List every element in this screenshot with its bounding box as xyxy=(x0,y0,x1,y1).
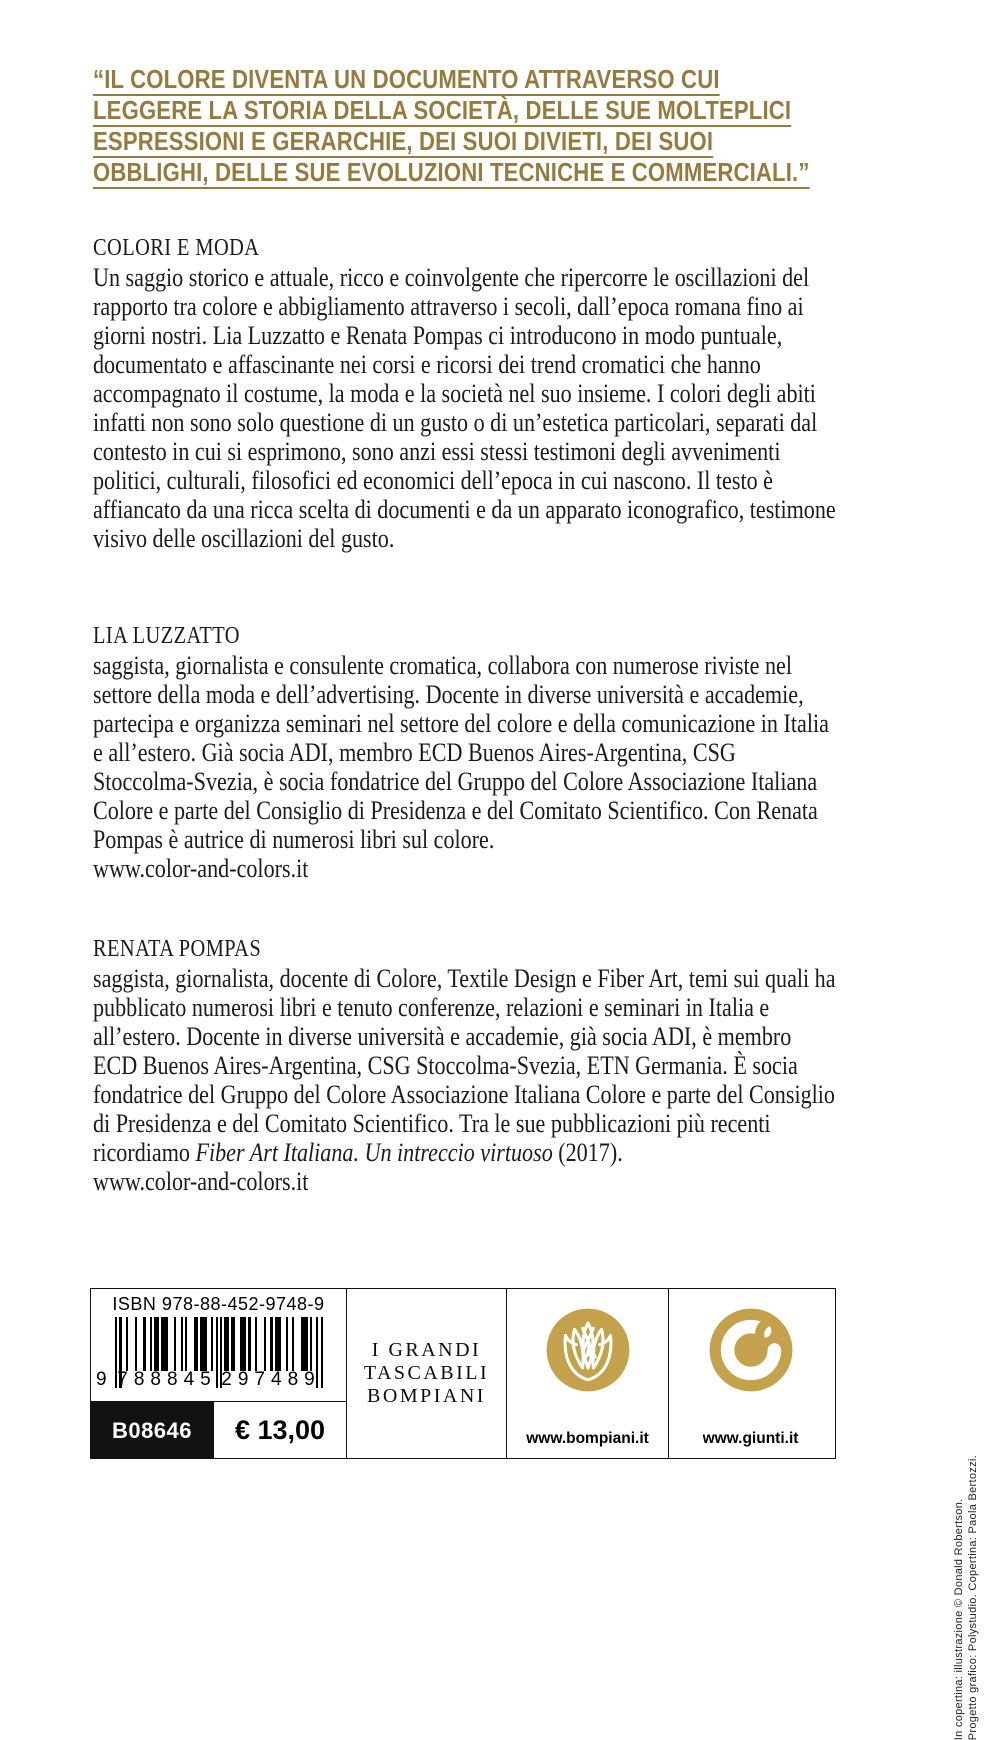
book-title: COLORI E MODA xyxy=(93,235,260,261)
quote-line: ESPRESSIONI E GERARCHIE, DEI SUOI DIVIETI, DEI SUOI xyxy=(93,126,714,156)
barcode-digits-group1: 788845 xyxy=(117,1369,217,1390)
book-reference-italic: Fiber Art Italiana. Un intreccio virtuoso xyxy=(195,1138,553,1167)
credits-line: In copertina: illustrazione © Donald Robertson. xyxy=(953,1498,965,1740)
imprint-name xyxy=(364,1339,489,1408)
author-name-heading: RENATA POMPAS xyxy=(93,936,262,962)
barcode-digit-left: 9 xyxy=(96,1369,107,1390)
section-author-lia-luzzatto xyxy=(93,622,841,883)
back-cover-text-column xyxy=(93,0,841,1300)
section-author-renata-pompas xyxy=(93,935,841,1196)
barcode-panel xyxy=(91,1289,346,1458)
imprint-panel xyxy=(346,1289,506,1458)
edition-code: B08646 xyxy=(91,1402,213,1459)
isbn-label: ISBN 978-88-452-9748-9 xyxy=(112,1294,325,1314)
quote-line: OBBLIGHI, DELLE SUE EVOLUZIONI TECNICHE E COMMERCIALI.” xyxy=(93,157,810,187)
book-description-text: Un saggio storico e attuale, ricco e coinvolgente che ripercorre le oscillazioni del rapporto tra colore e abbigliamento attraverso i secoli, dall’epoca romana fino ai giorni nostri. Lia Luzzatto e Renata Pompas ci introducono in modo puntuale, documentato e affascinante nei corsi e ricorsi dei trend cromatici che hanno accompagnato il costume, la moda e la società nel suo insieme. I colori degli abiti infatti non sono solo questione di un gusto o di un’estetica particolari, separati dal contesto in cui si esprimono, sono anzi essi stessi testimoni degli avvenimenti politici, culturali, filosofici ed economici dell’epoca in cui nascono. Il testo è affiancato da una ricca scelta di documenti e da un apparato iconografico, testimone visivo delle oscillazioni del gusto. xyxy=(93,263,836,553)
bompiani-flower-logo-icon xyxy=(543,1305,633,1395)
credits-line: Progetto grafico: Polystudio. Copertina: Paola Bertozzi. xyxy=(967,1455,979,1740)
imprint-line: BOMPIANI xyxy=(367,1385,486,1407)
cover-quote xyxy=(93,64,810,188)
barcode-digits-group2: 297489 xyxy=(221,1369,321,1390)
bompiani-panel xyxy=(506,1289,668,1458)
imprint-line: TASCABILI xyxy=(363,1362,490,1384)
giunti-url: www.giunti.it xyxy=(702,1430,799,1447)
bompiani-url: www.bompiani.it xyxy=(526,1430,649,1447)
barcode-area xyxy=(91,1289,346,1402)
author-bio-text: saggista, giornalista e consulente cromatica, collabora con numerose riviste nel settore della moda e dell’advertising. Docente in diverse università e accademie, partecipa e organizza seminari nel settore del colore e della comunicazione in Italia e all’estero. Già socia ADI, membro ECD Buenos Aires-Argentina, CSG Stoccolma-Svezia, è socia fondatrice del Gruppo del Colore Associazione Italiana Colore e parte del Consiglio di Presidenza e del Comitato Scientifico. Con Renata Pompas è autrice di numerosi libri sul colore. xyxy=(93,651,829,854)
imprint-line: I GRANDI xyxy=(371,1339,482,1361)
print-credits xyxy=(952,1455,980,1740)
author-website-url: www.color-and-colors.it xyxy=(93,1167,309,1196)
author-name-heading: LIA LUZZATTO xyxy=(93,623,240,649)
section-book-description xyxy=(93,234,841,553)
publisher-footer-box xyxy=(90,1288,836,1459)
price-label: € 13,00 xyxy=(213,1402,346,1459)
giunti-g-logo-icon xyxy=(706,1305,796,1395)
author-website-url: www.color-and-colors.it xyxy=(93,854,309,883)
giunti-panel xyxy=(668,1289,832,1458)
quote-line: “IL COLORE DIVENTA UN DOCUMENTO ATTRAVERSO CUI xyxy=(93,64,720,94)
author-bio-text: saggista, giornalista, docente di Colore, Textile Design e Fiber Art, temi sui quali ha pubblicato numerosi libri e tenuto conferenze, relazioni e seminari in Italia e all’estero. Docente in diverse università e accademie, già socia ADI, è membro ECD Buenos Aires-Argentina, CSG Stoccolma-Svezia, ETN Germania. È socia fondatrice del Gruppo del Colore Associazione Italiana Colore e parte del Consiglio di Presidenza e del Comitato Scientifico. Tra le sue pubblicazioni più recenti ricordiamo Fiber Art Italiana. Un intreccio virtuoso (2017). xyxy=(93,964,836,1167)
quote-line: LEGGERE LA STORIA DELLA SOCIETÀ, DELLE SUE MOLTEPLICI xyxy=(93,95,792,125)
price-row xyxy=(91,1402,346,1459)
